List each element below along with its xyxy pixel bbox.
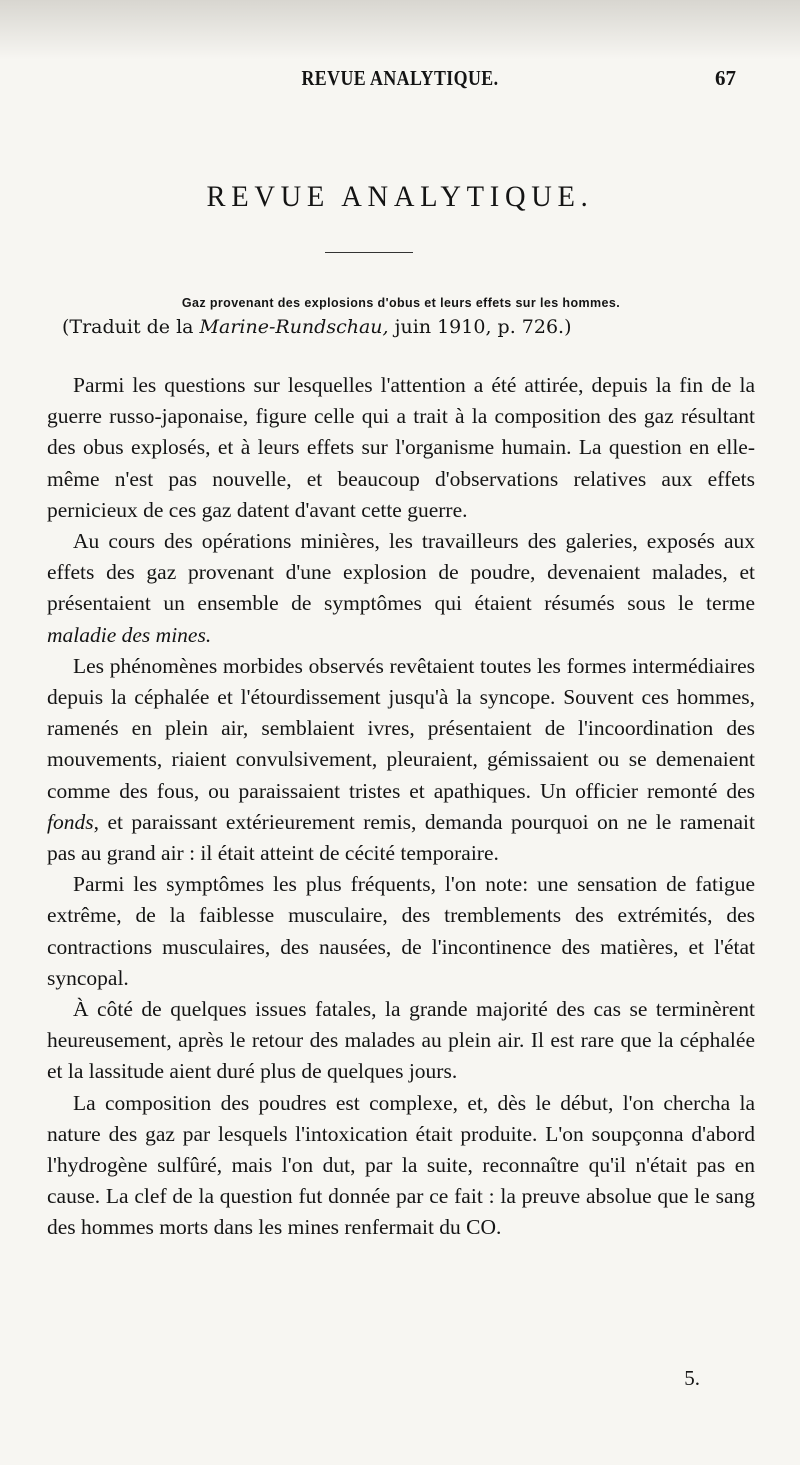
paragraph-1: Parmi les questions sur lesquelles l'attention a été attirée, depuis la fin de la guerre russo-japonaise, figure celle qui a trait à la composition des gaz résultant des obus explosés, et à leurs effets sur l'organisme humain. La question en elle-même n'est pas nouvelle, et beaucoup d'observations relatives aux effets pernicieux de ces gaz datent d'avant cette guerre. — [47, 373, 755, 522]
source-prefix: (Traduit de la — [62, 316, 200, 338]
paragraph-3-text: Les phénomènes morbides observés revêtaient toutes les formes intermédiaires depuis la céphalée et l'étourdissement jusqu'à la syncope. Souvent ces hommes, ramenés en plein air, semblaient ivres, présentaient de l'incoordination des mouvements, riaient convulsivement, pleuraient, gémissaient ou se demenaient comme des fous, ou paraissaient tristes et apathiques. Un officier remonté des — [47, 653, 755, 803]
paragraph-3-term: fonds — [47, 809, 94, 834]
paragraph-3-text-end: , et paraissant extérieurement remis, demanda pourquoi on ne le ramenait pas au grand air : il était atteint de cécité temporaire. — [47, 809, 755, 866]
article-source — [62, 316, 742, 338]
article-body — [47, 370, 755, 1244]
paragraph-2 — [47, 526, 755, 651]
article-title: Gaz provenant des explosions d'obus et leurs effets sur les hommes. — [181, 296, 621, 310]
paragraph-4: Parmi les symptômes les plus fréquents, l'on note: une sensation de fatigue extrême, de la faiblesse musculaire, des tremblements des extrémités, des contractions musculaires, des nausées, de l'incontinence des matières, et l'état syncopal. — [47, 872, 755, 990]
running-head — [0, 66, 800, 96]
title-rule — [325, 252, 413, 253]
page-number: 67 — [715, 66, 736, 90]
paragraph-2-term: maladie des mines. — [47, 622, 212, 647]
paragraph-2-text: Au cours des opérations minières, les travailleurs des galeries, exposés aux effets des gaz provenant d'une explosion de poudre, devenaient malades, et présentaient un ensemble de symptômes qui étaient résumés sous le terme — [47, 529, 755, 616]
running-head-title: REVUE ANALYTIQUE. — [301, 66, 499, 90]
source-journal: Marine-Rundschau, — [199, 316, 389, 338]
paragraph-5: À côté de quelques issues fatales, la grande majorité des cas se terminèrent heureusement, après le retour des malades au plein air. Il est rare que la céphalée et la lassitude aient duré plus de quelques jours. — [47, 997, 755, 1084]
source-suffix: juin 1910, p. 726.) — [388, 316, 572, 338]
section-title: REVUE ANALYTIQUE. — [206, 180, 594, 213]
signature-mark: 5. — [684, 1366, 700, 1390]
scan-shadow — [0, 0, 800, 60]
paragraph-3 — [47, 651, 755, 869]
paragraph-6: La composition des poudres est complexe, et, dès le début, l'on chercha la nature des gaz par lesquels l'intoxication était produite. L'on soupçonna d'abord l'hydrogène sulfûré, mais l'on dut, par la suite, reconnaître qu'il n'était pas en cause. La clef de la question fut donnée par ce fait : la preuve absolue que le sang des hommes morts dans les mines renfermait du CO. — [47, 1090, 755, 1240]
